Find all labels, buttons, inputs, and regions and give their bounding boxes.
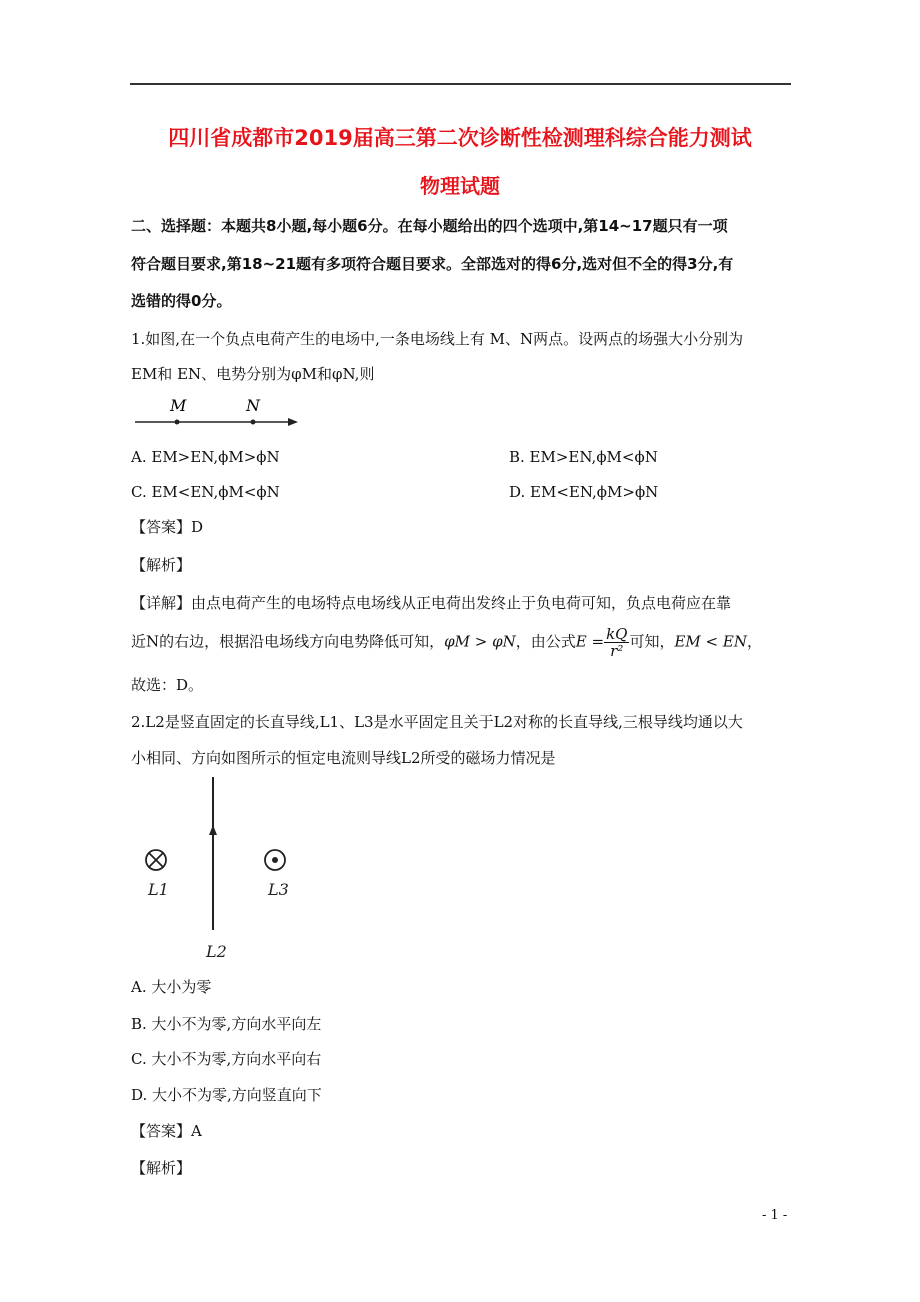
- out-of-page-current-icon: [265, 850, 285, 870]
- q1-answer: 【答案】D: [131, 518, 204, 536]
- q1-field-line-figure: [130, 392, 305, 432]
- q2-answer: 【答案】A: [131, 1122, 202, 1140]
- label-l1: L1: [148, 880, 169, 899]
- q2-analysis-label: 【解析】: [131, 1159, 192, 1177]
- formula-lhs: E =: [575, 632, 605, 651]
- detail-text-end: ，: [746, 632, 762, 651]
- point-n: [251, 420, 256, 425]
- q2-wire-figure: [130, 775, 320, 965]
- phi-inequality: φM > φN: [444, 632, 516, 651]
- q2-option-b: B. 大小不为零,方向水平向左: [131, 1015, 322, 1033]
- q1-stem-line1: 1.如图,在一个负点电荷产生的电场中,一条电场线上有 M、N两点。设两点的场强大小分别为: [131, 330, 744, 348]
- into-page-current-icon: [146, 850, 166, 870]
- page-number: - 1 -: [762, 1208, 788, 1223]
- formula-denominator: r²: [610, 642, 624, 660]
- q1-stem-line2: EM和 EN、电势分别为φM和φN,则: [131, 365, 375, 383]
- document-subtitle: 物理试题: [420, 174, 500, 198]
- detail-text-b: ，由公式: [515, 632, 576, 651]
- q2-stem-line1: 2.L2是竖直固定的长直导线,L1、L3是水平固定且关于L2对称的长直导线,三根导线均通以大: [131, 713, 743, 731]
- document-title: 四川省成都市2019届高三第二次诊断性检测理科综合能力测试: [168, 126, 752, 150]
- q2-option-a: A. 大小为零: [131, 978, 212, 996]
- e-inequality: EM < EN: [674, 632, 747, 651]
- detail-text-a: 近N的右边，根据沿电场线方向电势降低可知，: [131, 632, 445, 651]
- formula-fraction: [604, 626, 629, 659]
- q1-analysis-label: 【解析】: [131, 556, 192, 574]
- q1-option-b: B. EM>EN,ϕM<ϕN: [509, 448, 658, 466]
- current-up-arrow-icon: [209, 825, 217, 835]
- arrow-head-icon: [288, 418, 298, 426]
- q1-detail-line2: [131, 626, 762, 659]
- q2-option-d: D. 大小不为零,方向竖直向下: [131, 1086, 322, 1104]
- figure-label-n: N: [246, 396, 260, 415]
- q1-option-a: A. EM>EN,ϕM>ϕN: [131, 448, 280, 466]
- section-heading-line2: 符合题目要求,第18~21题有多项符合题目要求。全部选对的得6分,选对但不全的得3分,有: [131, 255, 734, 273]
- figure-label-m: M: [170, 396, 187, 415]
- q2-stem-line2: 小相同、方向如图所示的恒定电流则导线L2所受的磁场力情况是: [131, 749, 556, 767]
- q1-option-c: C. EM<EN,ϕM<ϕN: [131, 483, 280, 501]
- q1-detail-line3: 故选：D。: [131, 676, 204, 694]
- q1-option-d: D. EM<EN,ϕM>ϕN: [509, 483, 659, 501]
- label-l3: L3: [268, 880, 289, 899]
- label-l2: L2: [206, 942, 227, 961]
- section-heading-line3: 选错的得0分。: [131, 292, 232, 310]
- formula-numerator: kQ: [606, 625, 628, 643]
- header-rule: [130, 83, 791, 85]
- section-heading-line1: 二、选择题：本题共8小题,每小题6分。在每小题给出的四个选项中,第14~17题只有一项: [131, 217, 728, 235]
- detail-text-c: 可知，: [629, 632, 675, 651]
- point-m: [175, 420, 180, 425]
- q1-detail-line1: 【详解】由点电荷产生的电场特点电场线从正电荷出发终止于负电荷可知，负点电荷应在靠: [131, 594, 732, 612]
- q2-option-c: C. 大小不为零,方向水平向右: [131, 1050, 322, 1068]
